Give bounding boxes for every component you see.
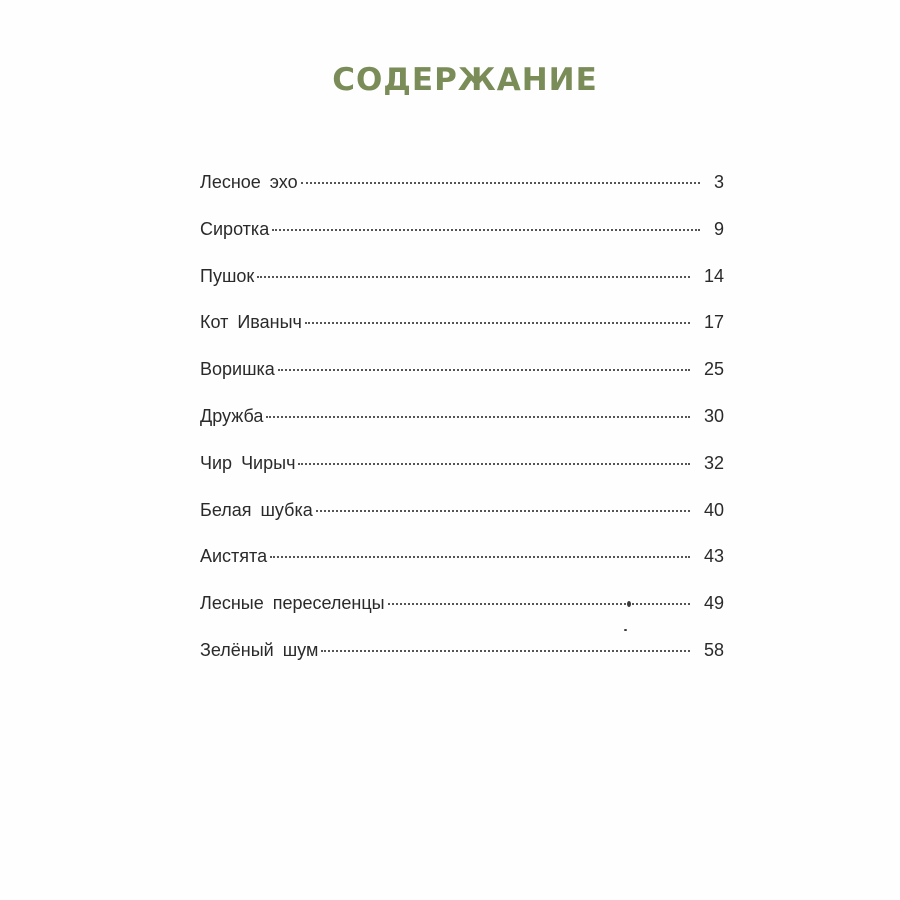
toc-entry-title: Зелёный шум [200,639,319,660]
dot-leader [301,182,700,184]
toc-entry-page: 3 [713,172,724,192]
ink-speck [624,629,627,631]
toc-entry-title: Дружба [200,405,264,426]
dot-leader [321,650,690,652]
toc-entry-title: Пушок [200,265,255,286]
toc-entry[interactable] [200,593,724,640]
toc-entry[interactable] [200,406,724,453]
table-of-contents [200,172,724,687]
dot-leader [257,276,690,278]
dot-leader [270,556,690,558]
toc-entry-title: Воришка [200,359,275,380]
page-title: СОДЕРЖАНИЕ [332,62,598,98]
dot-leader [316,510,690,512]
toc-entry-page: 17 [703,312,724,333]
toc-entry[interactable] [200,219,724,266]
toc-entry-title: Кот Иваныч [200,312,302,333]
dot-leader [388,603,690,605]
toc-entry[interactable] [200,312,724,359]
dot-leader [266,416,690,418]
toc-entry-title: Аистята [200,546,268,567]
toc-entry[interactable] [200,546,724,593]
dot-leader [298,463,690,465]
toc-entry-title: Сиротка [200,218,270,239]
toc-entry[interactable] [200,453,724,500]
toc-entry[interactable] [200,640,724,687]
toc-entry-page: 14 [703,265,724,286]
toc-entry-page: 9 [713,218,724,239]
toc-entry-page: 58 [703,639,724,660]
toc-entry-page: 30 [703,405,724,426]
dot-leader [305,322,690,324]
toc-entry-page: 43 [703,546,724,567]
toc-entry-page: 49 [703,593,724,614]
toc-entry[interactable] [200,266,724,313]
toc-entry-page: 32 [703,452,724,473]
toc-entry-title: Белая шубка [200,499,313,520]
toc-entry[interactable] [200,500,724,547]
dot-leader [278,369,690,371]
toc-entry-page: 25 [703,359,724,380]
toc-entry-title: Лесные переселенцы [200,593,385,614]
ink-speck [627,601,631,607]
toc-entry-title: Чир Чирыч [200,452,296,473]
toc-entry[interactable] [200,359,724,406]
toc-entry-page: 40 [703,499,724,520]
toc-entry-title: Лесное эхо [200,172,298,192]
dot-leader [272,229,700,231]
toc-entry[interactable] [200,172,724,219]
